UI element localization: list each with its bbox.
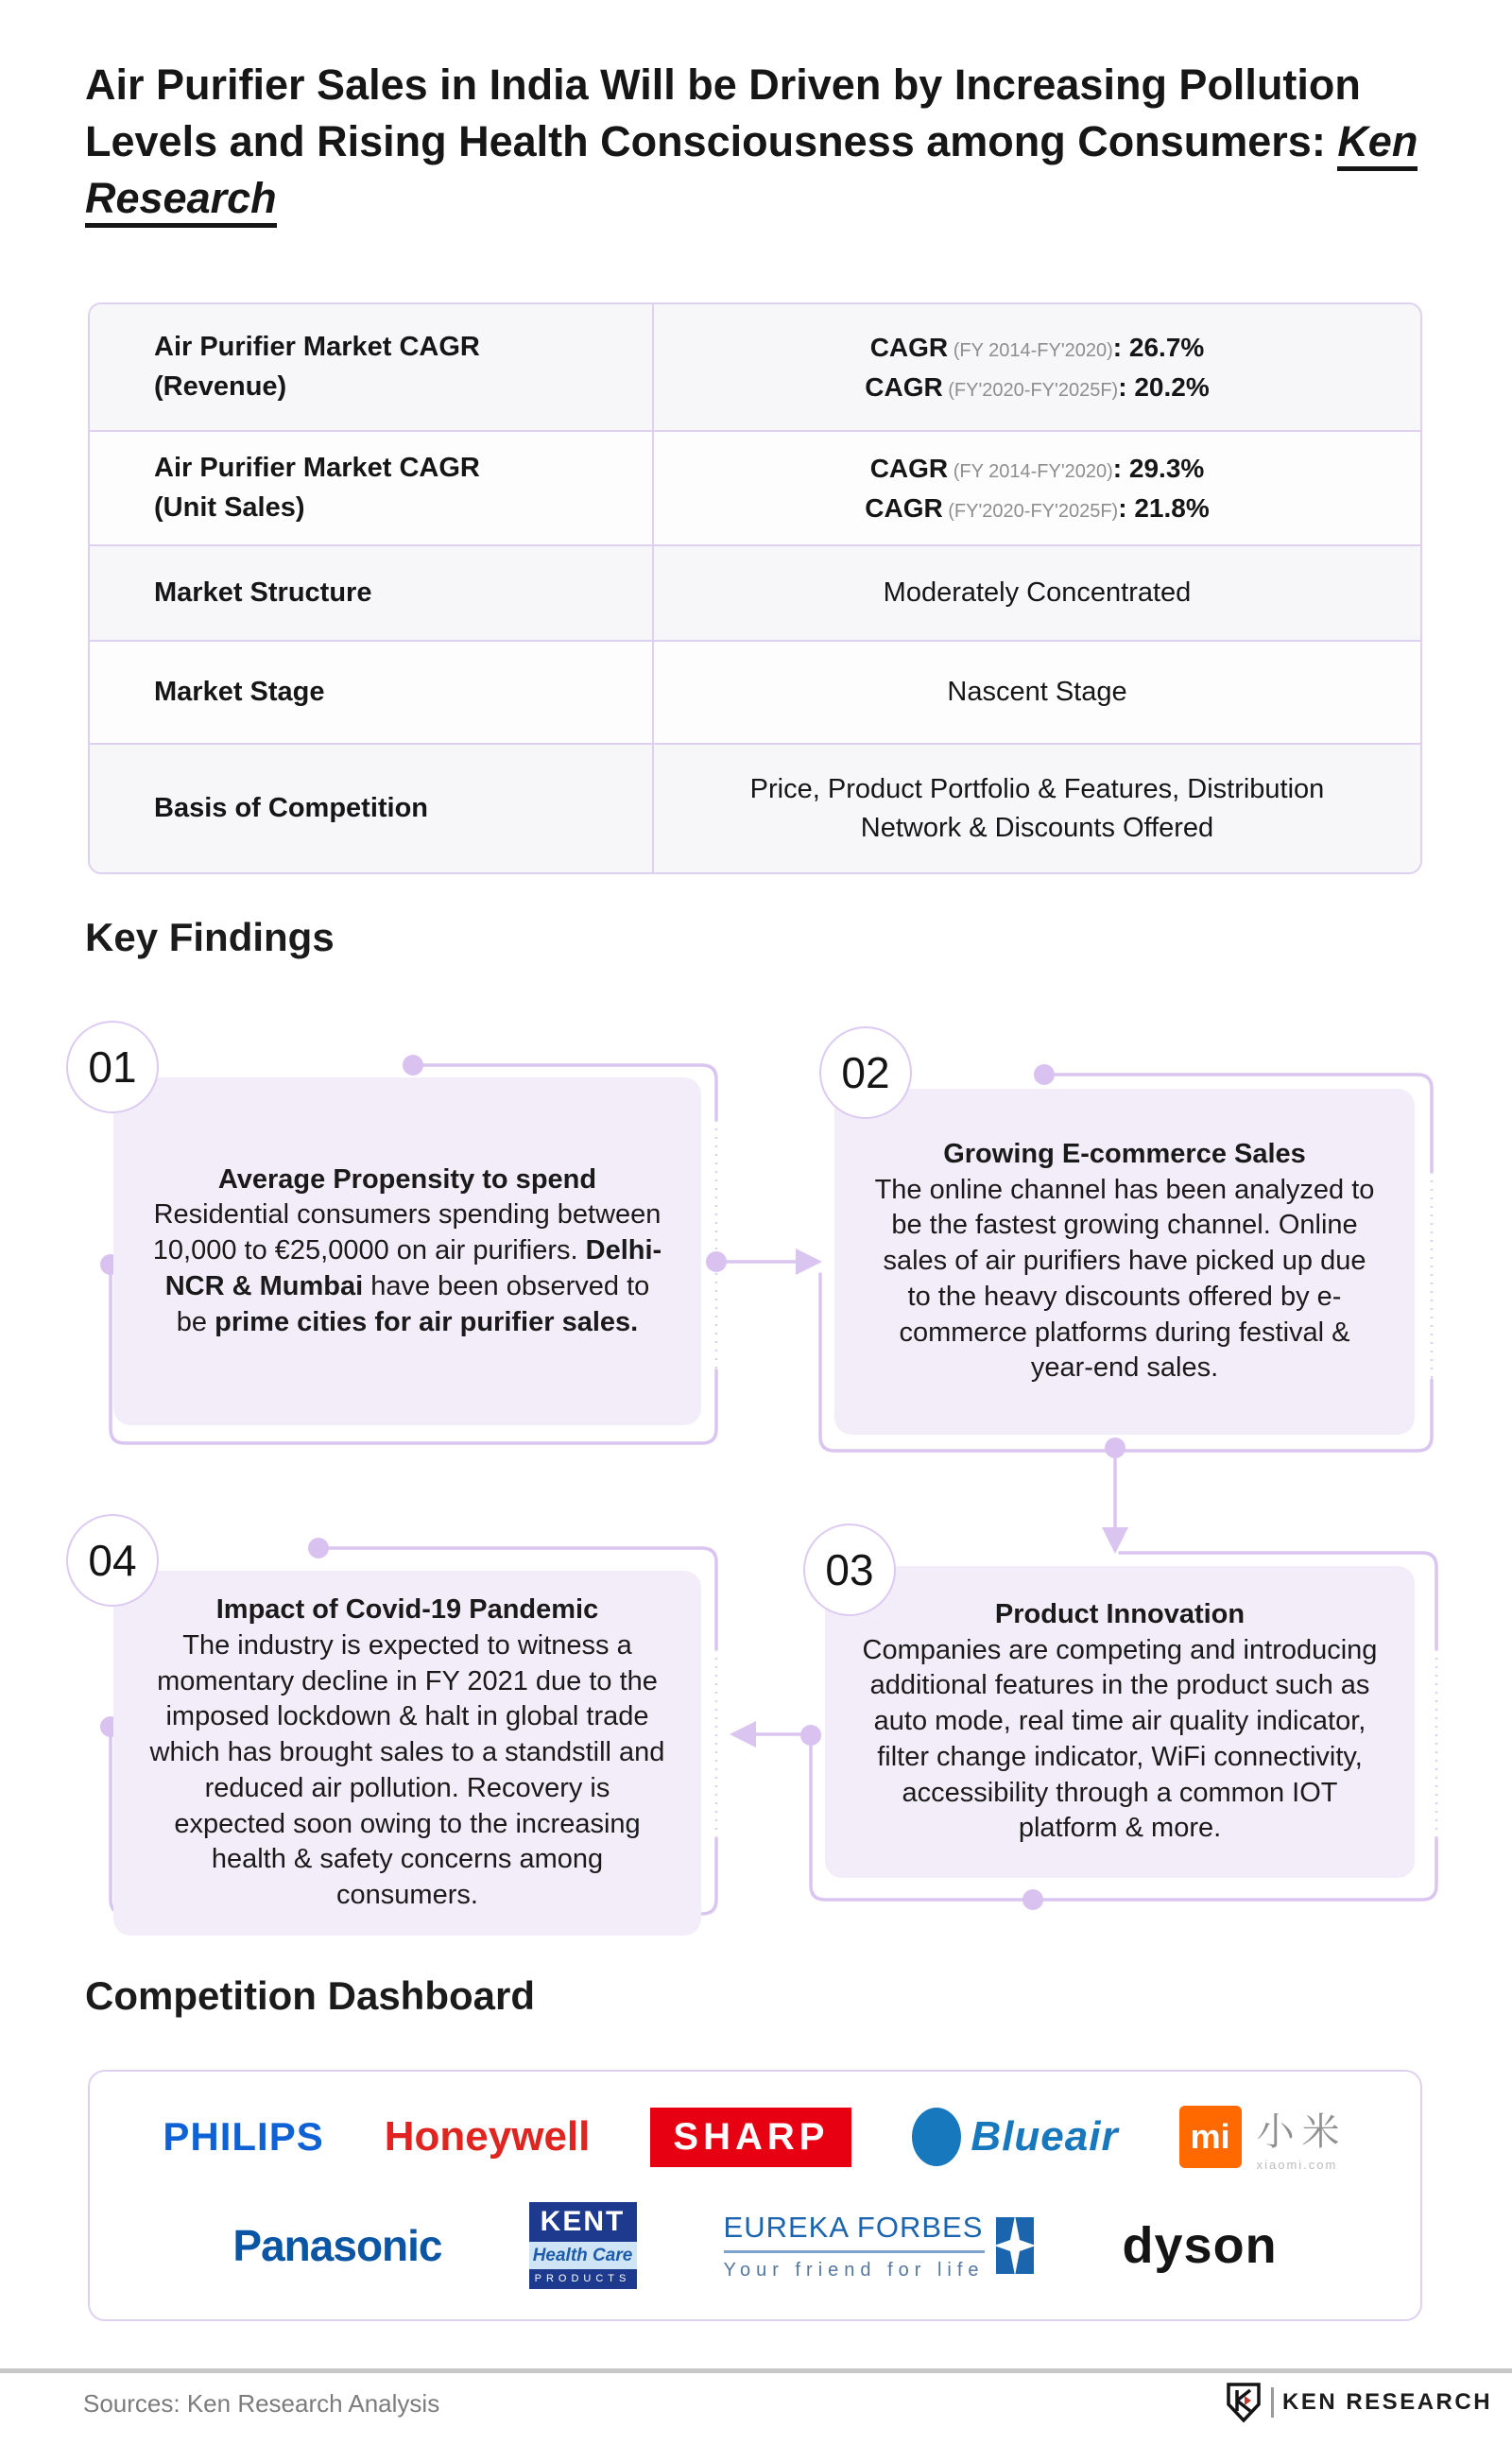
ken-research-shield-icon [1225, 2382, 1263, 2423]
cagr-line: CAGR (FY 2014-FY'2020): 26.7% [869, 332, 1205, 362]
kent-logo: KENT Health Care PRODUCTS [529, 2202, 637, 2289]
key-findings-heading: Key Findings [85, 915, 335, 959]
table-row [90, 430, 1420, 544]
row-label-line: Air Purifier Market CAGR [154, 453, 480, 484]
blueair-logo: Blueair [912, 2108, 1118, 2166]
finding-card-body: Residential consumers spending between 10,000 to €25,0000 on air purifiers. Delhi- NCR & Mumbai have been observed to be prime cities for air purifier sales. [152, 1199, 662, 1337]
logo-row [90, 2102, 1420, 2172]
finding-card-body: The industry is expected to witness a momentary decline in FY 2021 due to the imposed lockdown & halt in global trade which has brought sales to a standstill and reduced air pollution. Recovery is expected soon owing to the increasing health & safety concerns among consumers. [149, 1630, 665, 1910]
row-label-line: (Revenue) [154, 370, 287, 402]
cagr-line: CAGR (FY'2020-FY'2025F): 20.2% [865, 371, 1210, 402]
row-label-line: Air Purifier Market CAGR [154, 332, 480, 363]
finding-card-title: Average Propensity to spend [217, 1163, 597, 1195]
xiaomi-chinese-text: 小米 [1256, 2111, 1348, 2153]
ken-research-logo [1225, 2382, 1492, 2423]
row-value: Price, Product Portfolio & Features, Distribution Network & Discounts Offered [749, 773, 1325, 843]
xiaomi-site-text: xiaomi.com [1256, 2158, 1338, 2172]
dyson-logo: dyson [1122, 2217, 1278, 2274]
finding-number-badge: 02 [819, 1026, 912, 1119]
ken-research-wordmark: KEN RESEARCH [1282, 2389, 1493, 2415]
row-label: Market Structure [90, 546, 654, 640]
mi-square-icon: mi [1179, 2106, 1242, 2168]
finding-card-title: Growing E-commerce Sales [943, 1139, 1306, 1170]
finding-number-badge: 04 [66, 1514, 159, 1607]
philips-logo: PHILIPS [163, 2114, 324, 2159]
logo-row [90, 2202, 1420, 2289]
table-row [90, 743, 1420, 872]
row-label-line: (Unit Sales) [154, 491, 305, 523]
finding-card-title: Impact of Covid-19 Pandemic [215, 1594, 599, 1626]
finding-number-badge: 01 [66, 1021, 159, 1113]
finding-card-body: Companies are competing and introducing additional features in the product such as auto mode, real time air quality indicator, filter change indicator, WiFi connectivity, accessibility through a common IOT platform & more. [862, 1634, 1378, 1844]
finding-card-covid-impact [113, 1571, 701, 1936]
cagr-line: CAGR (FY'2020-FY'2025F): 21.8% [865, 492, 1210, 523]
competition-dashboard-heading: Competition Dashboard [85, 1973, 536, 2018]
sources-text: Sources: Ken Research Analysis [83, 2389, 440, 2418]
eureka-star-icon [994, 2215, 1036, 2276]
finding-card-title: Product Innovation [994, 1599, 1246, 1630]
row-label: Basis of Competition [90, 745, 654, 872]
cagr-line: CAGR (FY 2014-FY'2020): 29.3% [869, 453, 1205, 483]
finding-card-body: The online channel has been analyzed to be the fastest growing channel. Online sales of air purifiers have picked up due to the heavy discounts offered by e-commerce platforms during festival & year-end sales. [874, 1174, 1375, 1384]
finding-number-badge: 03 [803, 1524, 896, 1616]
finding-card-product-innovation [825, 1566, 1415, 1878]
row-label [90, 432, 654, 544]
row-value [654, 432, 1420, 544]
row-label [90, 304, 654, 430]
eureka-forbes-logo: EUREKA FORBES Your friend for life [724, 2211, 1036, 2281]
page-title-text: Air Purifier Sales in India Will be Driven by Increasing Pollution Levels and Rising Health Consciousness among Consumers: [85, 60, 1361, 165]
honeywell-logo: Honeywell [384, 2113, 591, 2160]
finding-card-average-propensity [113, 1077, 701, 1425]
logo-divider-bar [1271, 2387, 1274, 2418]
table-row [90, 640, 1420, 743]
panasonic-logo: Panasonic [232, 2221, 442, 2270]
row-value: Moderately Concentrated [883, 577, 1192, 609]
xiaomi-logo [1179, 2102, 1348, 2172]
sharp-logo: SHARP [650, 2108, 851, 2167]
row-value: Nascent Stage [947, 677, 1127, 708]
finding-card-ecommerce [834, 1089, 1415, 1435]
table-row [90, 304, 1420, 430]
table-row [90, 544, 1420, 640]
row-value [654, 304, 1420, 430]
footer-divider [0, 2368, 1512, 2373]
blueair-circle-icon [912, 2108, 961, 2166]
market-summary-table [88, 302, 1422, 874]
ken-research-link[interactable]: Ken Research [85, 117, 1418, 228]
competitor-logos-panel [88, 2070, 1422, 2321]
page-title [85, 57, 1451, 227]
row-label: Market Stage [90, 642, 654, 743]
